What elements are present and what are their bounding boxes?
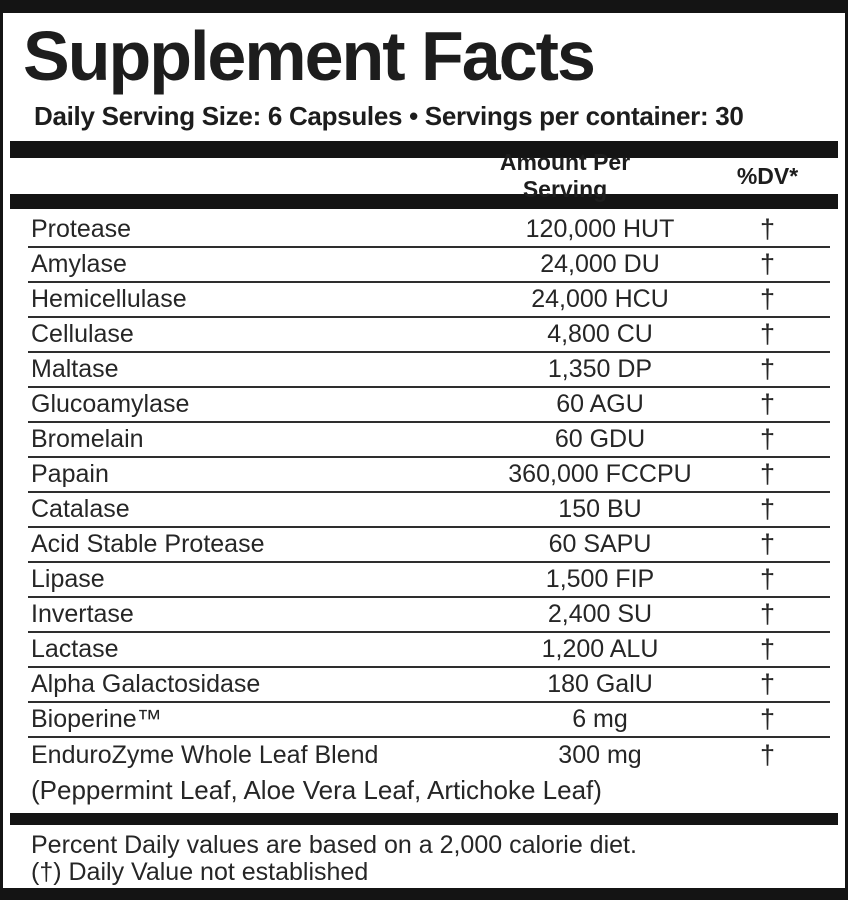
- ingredient-dv-dagger: †: [759, 704, 776, 734]
- ingredient-name: Alpha Galactosidase: [31, 670, 261, 698]
- ingredient-amount: 1,500 FIP: [545, 565, 655, 593]
- footnotes: [31, 832, 845, 886]
- ingredient-amount: 24,000 HCU: [531, 285, 669, 313]
- ingredient-dv-dagger: †: [759, 740, 776, 770]
- ingredient-name: Lactase: [31, 635, 119, 663]
- ingredient-name: Invertase: [31, 600, 134, 628]
- table-row: [28, 738, 830, 773]
- footnote-dv-not-established: (†) Daily Value not established: [31, 858, 369, 886]
- table-row: [28, 318, 830, 353]
- ingredient-name: Acid Stable Protease: [31, 530, 265, 558]
- ingredient-dv-dagger: †: [759, 214, 776, 244]
- ingredient-dv-dagger: †: [759, 354, 776, 384]
- table-row: [28, 423, 830, 458]
- ingredient-table: [28, 213, 830, 773]
- ingredient-name: Hemicellulase: [31, 285, 187, 313]
- ingredient-amount: 180 GalU: [547, 670, 653, 698]
- ingredient-dv-dagger: †: [759, 319, 776, 349]
- ingredient-name: EnduroZyme Whole Leaf Blend: [31, 741, 379, 769]
- ingredient-name: Catalase: [31, 495, 130, 523]
- table-row: [28, 283, 830, 318]
- table-row: [28, 598, 830, 633]
- ingredient-amount: 6 mg: [572, 705, 628, 733]
- table-row: [28, 493, 830, 528]
- table-row: [28, 248, 830, 283]
- table-row: [28, 388, 830, 423]
- ingredient-amount: 1,200 ALU: [541, 635, 659, 663]
- ingredient-name: Lipase: [31, 565, 105, 593]
- divider-bar-footnotes: [10, 813, 838, 825]
- ingredient-name: Protease: [31, 215, 132, 243]
- ingredient-dv-dagger: †: [759, 529, 776, 559]
- ingredient-dv-dagger: †: [759, 669, 776, 699]
- ingredient-dv-dagger: †: [759, 634, 776, 664]
- column-header-row: [28, 149, 830, 202]
- ingredient-amount: 60 SAPU: [548, 530, 652, 558]
- table-row: [28, 458, 830, 493]
- footnote-calorie-diet: Percent Daily values are based on a 2,000 calorie diet.: [31, 831, 637, 859]
- ingredient-name: Glucoamylase: [31, 390, 190, 418]
- table-row: [28, 668, 830, 703]
- ingredient-dv-dagger: †: [759, 249, 776, 279]
- ingredient-amount: 300 mg: [558, 741, 642, 769]
- ingredient-amount: 4,800 CU: [547, 320, 653, 348]
- ingredient-name: Cellulase: [31, 320, 134, 348]
- ingredient-amount: 360,000 FCCPU: [508, 460, 692, 488]
- blend-components-line: (Peppermint Leaf, Aloe Vera Leaf, Artichoke Leaf): [31, 774, 602, 805]
- ingredient-amount: 120,000 HUT: [525, 215, 675, 243]
- ingredient-amount: 1,350 DP: [547, 355, 653, 383]
- panel-title: Supplement Facts: [23, 17, 594, 95]
- table-row: [28, 528, 830, 563]
- ingredient-name: Papain: [31, 460, 109, 488]
- ingredient-amount: 60 AGU: [556, 390, 644, 418]
- ingredient-name: Bioperine™: [31, 705, 162, 733]
- ingredient-dv-dagger: †: [759, 564, 776, 594]
- ingredient-dv-dagger: †: [759, 424, 776, 454]
- serving-size-line: Daily Serving Size: 6 Capsules • Servings per container: 30: [34, 101, 744, 131]
- ingredient-amount: 2,400 SU: [547, 600, 653, 628]
- ingredient-name: Amylase: [31, 250, 127, 278]
- table-row: [28, 353, 830, 388]
- ingredient-name: Bromelain: [31, 425, 144, 453]
- table-row: [28, 703, 830, 738]
- table-row: [28, 633, 830, 668]
- ingredient-amount: 150 BU: [558, 495, 642, 523]
- ingredient-dv-dagger: †: [759, 494, 776, 524]
- ingredient-name: Maltase: [31, 355, 119, 383]
- ingredient-amount: 60 GDU: [554, 425, 646, 453]
- ingredient-dv-dagger: †: [759, 599, 776, 629]
- percent-dv-header: %DV*: [736, 162, 799, 189]
- amount-per-serving-header: Amount Per Serving: [499, 149, 631, 202]
- ingredient-dv-dagger: †: [759, 284, 776, 314]
- table-row: [28, 563, 830, 598]
- ingredient-dv-dagger: †: [759, 459, 776, 489]
- ingredient-amount: 24,000 DU: [540, 250, 660, 278]
- ingredient-dv-dagger: †: [759, 389, 776, 419]
- table-row: [28, 213, 830, 248]
